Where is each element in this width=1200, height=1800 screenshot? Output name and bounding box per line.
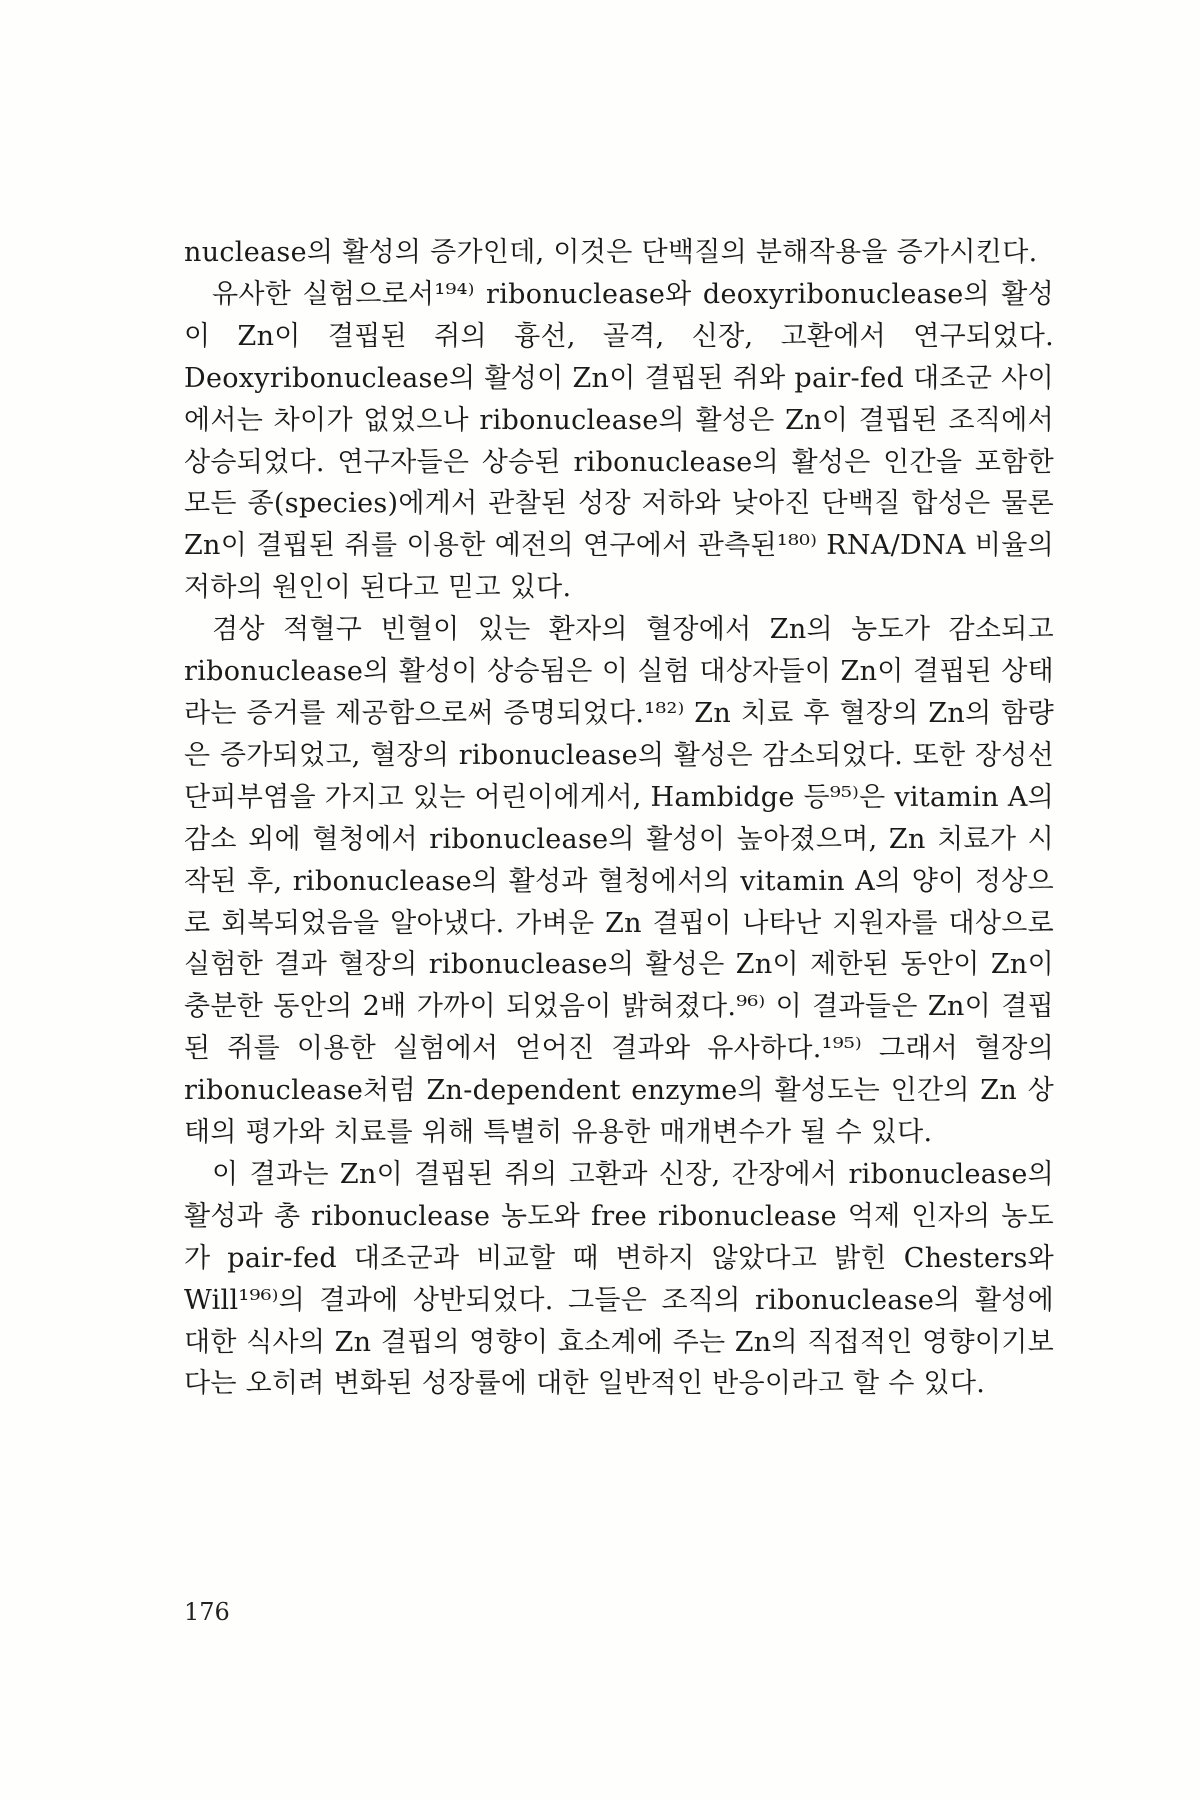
paragraph-4: 이 결과는 Zn이 결핍된 쥐의 고환과 신장, 간장에서 ribonuclease의 활성과 총 ribonuclease 농도와 free ribonuclease 억제 인자의 농도가 pair-fed 대조군과 비교할 때 변하지 않았다고 밝힌 Chesters와 Will¹⁹⁶⁾의 결과에 상반되었다. 그들은 조직의 ribonuclease의 활성에 대한 식사의 Zn 결핍의 영향이 효소계에 주는 Zn의 직접적인 영향이기보다는 오히려 변화된 성장률에 대한 일반적인 반응이라고 할 수 있다. [184,1158,1054,1400]
paragraph-3: 겸상 적혈구 빈혈이 있는 환자의 혈장에서 Zn의 농도가 감소되고 ribonuclease의 활성이 상승됨은 이 실험 대상자들이 Zn이 결핍된 상태라는 증거를 제공함으로써 증명되었다.¹⁸²⁾ Zn 치료 후 혈장의 Zn의 함량은 증가되었고, 혈장의 ribonuclease의 활성은 감소되었다. 또한 장성선단피부염을 가지고 있는 어린이에게서, Hambidge 등⁹⁵⁾은 vitamin A의 감소 외에 혈청에서 ribonuclease의 활성이 높아졌으며, Zn 치료가 시작된 후, ribonuclease의 활성과 혈청에서의 vitamin A의 양이 정상으로 회복되었음을 알아냈다. 가벼운 Zn 결핍이 나타난 지원자를 대상으로 실험한 결과 혈장의 ribonuclease의 활성은 Zn이 제한된 동안이 Zn이 충분한 동안의 2배 가까이 되었음이 밝혀졌다.⁹⁶⁾ 이 결과들은 Zn이 결핍된 쥐를 이용한 실험에서 얻어진 결과와 유사하다.¹⁹⁵⁾ 그래서 혈장의 ribonuclease처럼 Zn-dependent enzyme의 활성도는 인간의 Zn 상태의 평가와 치료를 위해 특별히 유용한 매개변수가 될 수 있다. [184,614,1054,1149]
page-number: 176 [184,1598,230,1626]
paragraph-1: nuclease의 활성의 증가인데, 이것은 단백질의 분해작용을 증가시킨다. [184,237,1038,268]
body-text [184,232,1054,1405]
paragraph-2: 유사한 실험으로서¹⁹⁴⁾ ribonuclease와 deoxyribonuclease의 활성이 Zn이 결핍된 쥐의 흉선, 골격, 신장, 고환에서 연구되었다. Deoxyribonuclease의 활성이 Zn이 결핍된 쥐와 pair-fed 대조군 사이에서는 차이가 없었으나 ribonuclease의 활성은 Zn이 결핍된 조직에서 상승되었다. 연구자들은 상승된 ribonuclease의 활성은 인간을 포함한 모든 종(species)에게서 관찰된 성장 저하와 낮아진 단백질 합성은 물론 Zn이 결핍된 쥐를 이용한 예전의 연구에서 관측된¹⁸⁰⁾ RNA/DNA 비율의 저하의 원인이 된다고 믿고 있다. [184,278,1054,604]
